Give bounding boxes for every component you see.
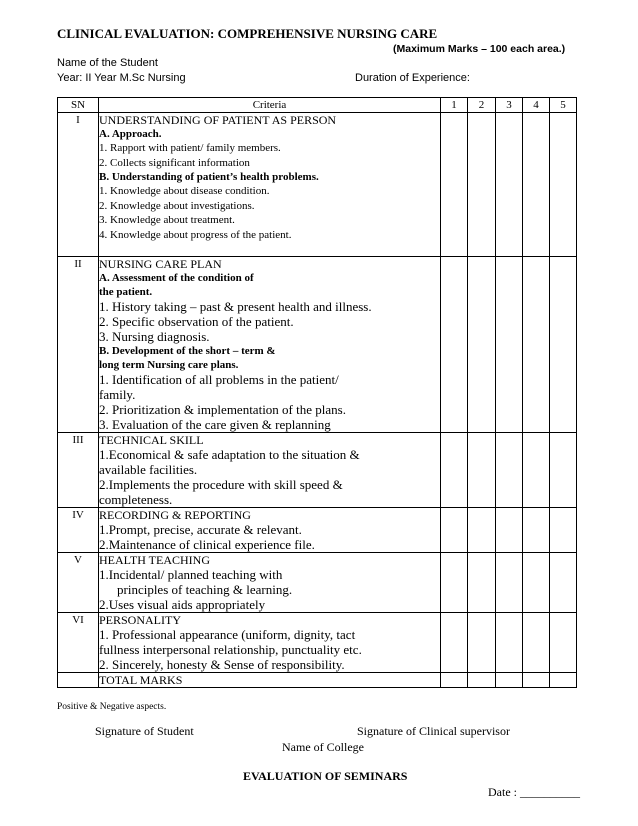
- score-cell[interactable]: [523, 613, 550, 673]
- row-sn: [58, 673, 99, 688]
- criteria-cell: [99, 553, 441, 613]
- criteria-item: 1.Incidental/ planned teaching with: [99, 567, 283, 582]
- row-sn: VI: [58, 613, 99, 673]
- score-cell[interactable]: [550, 553, 577, 613]
- criteria-item: 4. Knowledge about progress of the patient.: [99, 228, 292, 241]
- header-score-1: 1: [441, 98, 468, 113]
- criteria-item: 1. Identification of all problems in the patient/: [99, 372, 339, 387]
- criteria-item: 3. Knowledge about treatment.: [99, 214, 235, 226]
- college-name-label: Name of College: [282, 740, 364, 754]
- subheading: A. Approach.: [99, 128, 162, 140]
- positive-negative-label: Positive & Negative aspects.: [57, 702, 167, 712]
- score-cell[interactable]: [441, 613, 468, 673]
- header-sn: SN: [58, 98, 99, 113]
- score-cell[interactable]: [496, 508, 523, 553]
- criteria-item: 1. Rapport with patient/ family members.: [99, 142, 281, 154]
- evaluation-table: [57, 97, 577, 688]
- section-heading: NURSING CARE PLAN: [99, 257, 222, 271]
- score-cell[interactable]: [468, 673, 496, 688]
- header-criteria: Criteria: [99, 98, 441, 113]
- criteria-item: principles of teaching & learning.: [117, 582, 293, 597]
- score-cell[interactable]: [441, 553, 468, 613]
- criteria-cell: [99, 113, 441, 257]
- score-cell[interactable]: [468, 257, 496, 433]
- section-heading: RECORDING & REPORTING: [99, 508, 251, 522]
- subheading: B. Understanding of patient’s health problems.: [99, 171, 319, 183]
- criteria-item: family.: [99, 387, 136, 402]
- criteria-item: 1. History taking – past & present health and illness.: [99, 299, 372, 314]
- row-sn: II: [58, 257, 99, 433]
- score-cell[interactable]: [496, 433, 523, 508]
- criteria-cell: [99, 508, 441, 553]
- signature-supervisor-label: Signature of Clinical supervisor: [357, 724, 510, 738]
- table-row: [58, 433, 577, 508]
- criteria-cell: [99, 257, 441, 433]
- criteria-item: 2.Implements the procedure with skill speed &: [99, 477, 343, 492]
- score-cell[interactable]: [441, 508, 468, 553]
- subheading: the patient.: [99, 286, 153, 298]
- header-score-4: 4: [523, 98, 550, 113]
- table-row: [58, 113, 577, 257]
- total-row: [58, 673, 577, 688]
- score-cell[interactable]: [468, 613, 496, 673]
- table-row: [58, 553, 577, 613]
- seminars-title: EVALUATION OF SEMINARS: [243, 769, 408, 783]
- criteria-item: completeness.: [99, 492, 173, 507]
- score-cell[interactable]: [523, 673, 550, 688]
- form-title: CLINICAL EVALUATION: COMPREHENSIVE NURSING CARE: [57, 26, 438, 41]
- section-heading: PERSONALITY: [99, 613, 182, 627]
- signature-student-label: Signature of Student: [95, 724, 194, 738]
- row-sn: III: [58, 433, 99, 508]
- date-label: Date : __________: [488, 785, 580, 799]
- criteria-item: 1. Professional appearance (uniform, dignity, tact: [99, 627, 356, 642]
- score-cell[interactable]: [468, 508, 496, 553]
- criteria-item: 2. Sincerely, honesty & Sense of responsibility.: [99, 657, 345, 672]
- row-sn: IV: [58, 508, 99, 553]
- criteria-item: 2. Specific observation of the patient.: [99, 314, 294, 329]
- header-score-5: 5: [550, 98, 577, 113]
- score-cell[interactable]: [496, 257, 523, 433]
- criteria-item: fullness interpersonal relationship, punctuality etc.: [99, 642, 362, 657]
- score-cell[interactable]: [468, 433, 496, 508]
- subheading: B. Development of the short – term &: [99, 345, 276, 357]
- score-cell[interactable]: [550, 433, 577, 508]
- duration-label: Duration of Experience:: [355, 72, 470, 84]
- max-marks-note: (Maximum Marks – 100 each area.): [393, 43, 566, 55]
- year-label: Year: II Year M.Sc Nursing: [57, 72, 186, 84]
- criteria-cell: [99, 613, 441, 673]
- criteria-item: 3. Nursing diagnosis.: [99, 329, 210, 344]
- row-sn: V: [58, 553, 99, 613]
- criteria-item: 1.Prompt, precise, accurate & relevant.: [99, 522, 302, 537]
- section-heading: UNDERSTANDING OF PATIENT AS PERSON: [99, 113, 337, 127]
- score-cell[interactable]: [550, 613, 577, 673]
- criteria-item: 2. Knowledge about investigations.: [99, 199, 255, 212]
- header-score-2: 2: [468, 98, 496, 113]
- table-header-row: [58, 98, 577, 113]
- criteria-item: 2.Maintenance of clinical experience file.: [99, 537, 315, 552]
- table-row: [58, 257, 577, 433]
- score-cell[interactable]: [441, 673, 468, 688]
- score-cell[interactable]: [523, 433, 550, 508]
- score-cell[interactable]: [496, 553, 523, 613]
- score-cell[interactable]: [523, 553, 550, 613]
- header-score-3: 3: [496, 98, 523, 113]
- score-cell[interactable]: [441, 113, 468, 257]
- student-name-label: Name of the Student: [57, 57, 158, 69]
- criteria-cell: [99, 673, 441, 688]
- subheading: A. Assessment of the condition of: [99, 272, 254, 284]
- score-cell[interactable]: [550, 257, 577, 433]
- total-label: TOTAL MARKS: [99, 673, 183, 687]
- section-heading: TECHNICAL SKILL: [99, 433, 204, 447]
- criteria-item: available facilities.: [99, 462, 198, 477]
- score-cell[interactable]: [523, 257, 550, 433]
- score-cell[interactable]: [523, 113, 550, 257]
- score-cell[interactable]: [523, 508, 550, 553]
- table-row: [58, 508, 577, 553]
- score-cell[interactable]: [550, 673, 577, 688]
- criteria-cell: [99, 433, 441, 508]
- section-heading: HEALTH TEACHING: [99, 553, 210, 567]
- score-cell[interactable]: [468, 113, 496, 257]
- score-cell[interactable]: [550, 113, 577, 257]
- score-cell[interactable]: [441, 257, 468, 433]
- criteria-item: 2. Prioritization & implementation of the plans.: [99, 402, 346, 417]
- criteria-item: 1. Knowledge about disease condition.: [99, 185, 270, 197]
- score-cell[interactable]: [468, 553, 496, 613]
- criteria-item: 2.Uses visual aids appropriately: [99, 597, 266, 612]
- table-row: [58, 613, 577, 673]
- score-cell[interactable]: [496, 613, 523, 673]
- criteria-item: 3. Evaluation of the care given & replanning: [99, 417, 331, 432]
- score-cell[interactable]: [550, 508, 577, 553]
- score-cell[interactable]: [496, 113, 523, 257]
- score-cell[interactable]: [441, 433, 468, 508]
- subheading: long term Nursing care plans.: [99, 359, 239, 371]
- score-cell[interactable]: [496, 673, 523, 688]
- row-sn: I: [58, 113, 99, 257]
- criteria-item: 1.Economical & safe adaptation to the situation &: [99, 447, 360, 462]
- criteria-item: 2. Collects significant information: [99, 156, 250, 169]
